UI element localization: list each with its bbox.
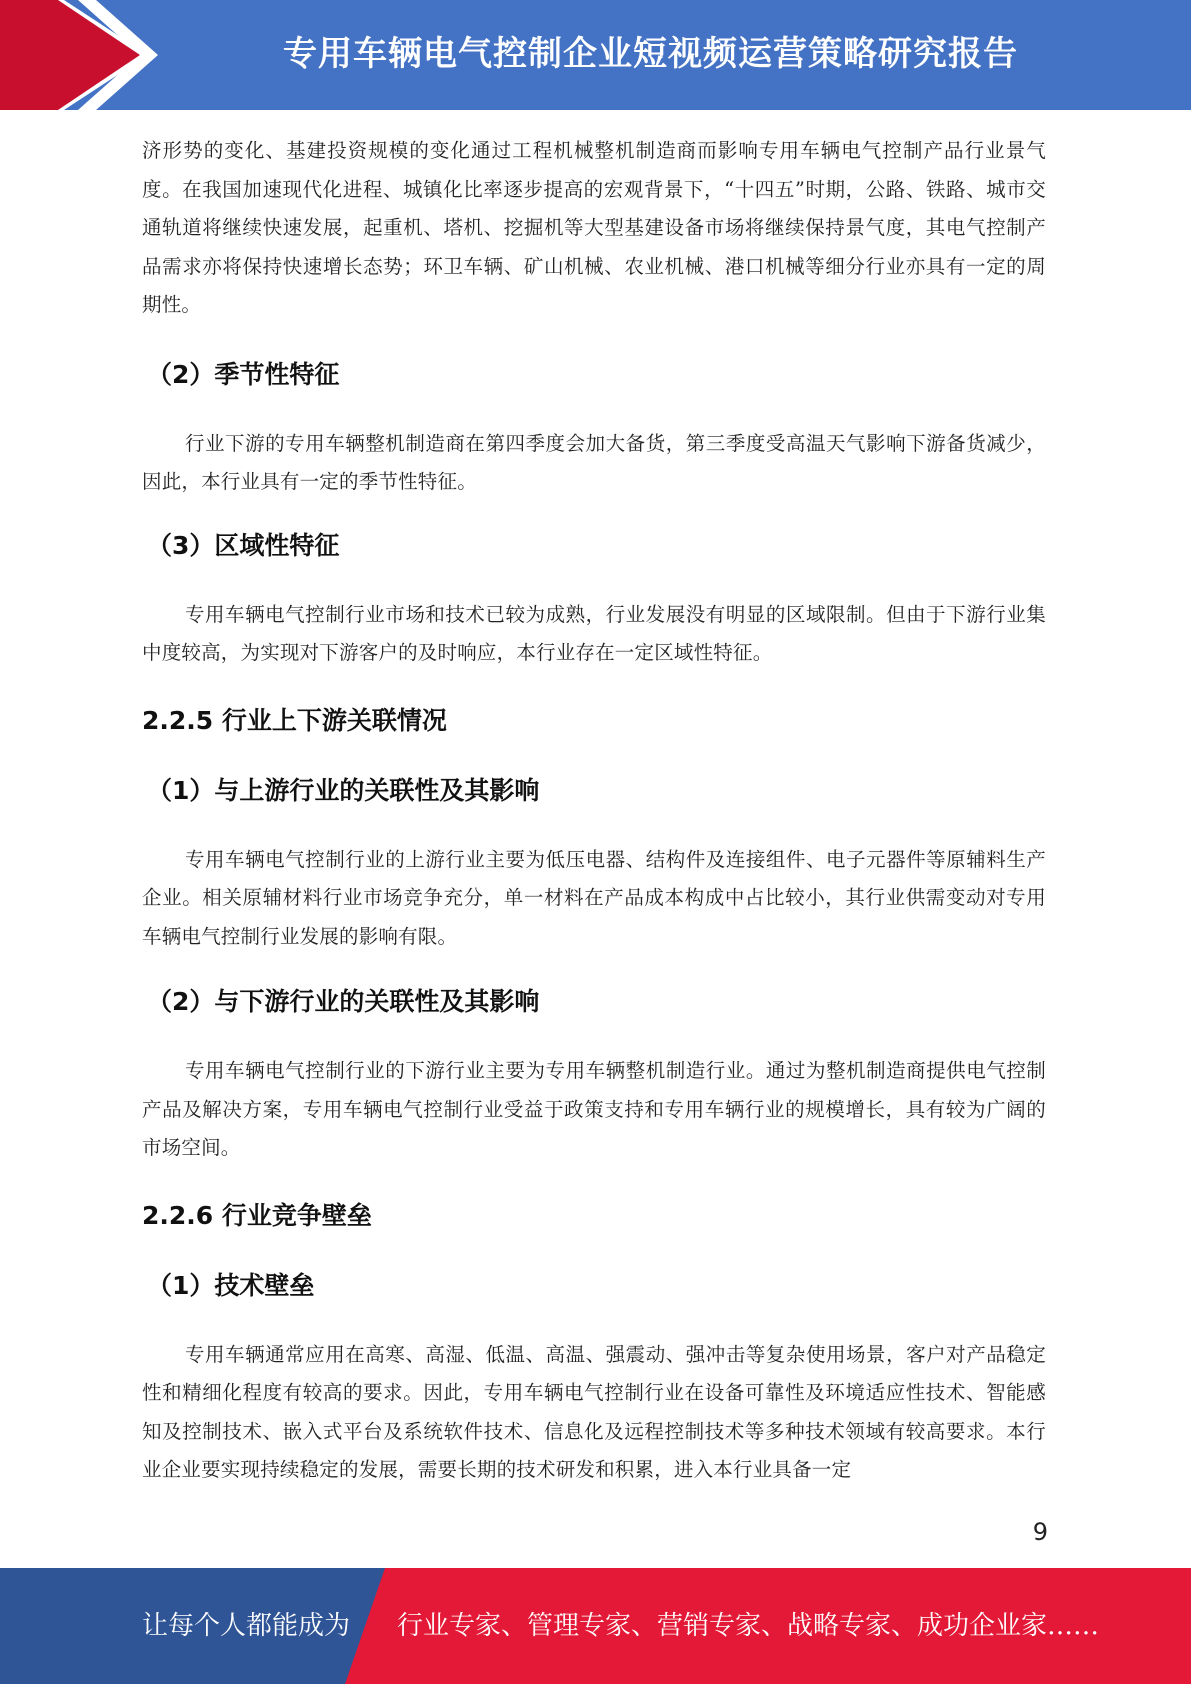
seasonal-heading: （2）季节性特征 (147, 359, 340, 389)
page-number: 9 (1032, 1518, 1048, 1546)
report-title: 专用车辆电气控制企业短视频运营策略研究报告 (283, 34, 1018, 74)
document-body (142, 132, 1046, 1490)
section-2-2-6-heading: 2.2.6 行业竞争壁垒 (142, 1200, 372, 1230)
upstream-paragraph: 专用车辆电气控制行业的上游行业主要为低压电器、结构件及连接组件、电子元器件等原辅料生产企业。相关原辅材料行业市场竞争充分，单一材料在产品成本构成中占比较小，其行业供需变动对专用车辆电气控制行业发展的影响有限。 (142, 847, 1046, 948)
downstream-paragraph: 专用车辆电气控制行业的下游行业主要为专用车辆整机制造行业。通过为整机制造商提供电气控制产品及解决方案，专用车辆电气控制行业受益于政策支持和专用车辆行业的规模增长，具有较为广阔的市场空间。 (142, 1059, 1046, 1159)
page-header (0, 0, 1191, 110)
tech-barrier-paragraph: 专用车辆通常应用在高寒、高湿、低温、高温、强震动、强冲击等复杂使用场景，客户对产品稳定性和精细化程度有较高的要求。因此，专用车辆电气控制行业在设备可靠性及环境适应性技术、智能感知及控制技术、嵌入式平台及系统软件技术、信息化及远程控制技术等多种技术领域有较高要求。本行业企业要实现持续稳定的发展，需要长期的技术研发和积累，进入本行业具备一定 (142, 1342, 1046, 1481)
page-footer (0, 1568, 1191, 1684)
footer-slogan-right: 行业专家、管理专家、营销专家、战略专家、成功企业家…… (397, 1611, 1100, 1641)
downstream-heading: （2）与下游行业的关联性及其影响 (147, 987, 540, 1016)
tech-barrier-heading: （1）技术壁垒 (147, 1270, 315, 1300)
footer-slogan-left: 让每个人都能成为 (142, 1611, 351, 1641)
regional-heading: （3）区域性特征 (147, 530, 340, 560)
regional-paragraph: 专用车辆电气控制行业市场和技术已较为成熟，行业发展没有明显的区域限制。但由于下游行业集中度较高，为实现对下游客户的及时响应，本行业存在一定区域性特征。 (142, 602, 1046, 664)
intro-paragraph: 济形势的变化、基建投资规模的变化通过工程机械整机制造商而影响专用车辆电气控制产品行业景气度。在我国加速现代化进程、城镇化比率逐步提高的宏观背景下，“十四五”时期，公路、铁路、城市交通轨道将继续快速发展，起重机、塔机、挖掘机等大型基建设备市场将继续保持景气度，其电气控制产品需求亦将保持快速增长态势；环卫车辆、矿山机械、农业机械、港口机械等细分行业亦具有一定的周期性。 (142, 139, 1046, 316)
seasonal-paragraph: 行业下游的专用车辆整机制造商在第四季度会加大备货，第三季度受高温天气影响下游备货减少，因此，本行业具有一定的季节性特征。 (142, 431, 1046, 493)
upstream-heading: （1）与上游行业的关联性及其影响 (147, 775, 540, 805)
section-2-2-5-heading: 2.2.5 行业上下游关联情况 (142, 705, 447, 735)
